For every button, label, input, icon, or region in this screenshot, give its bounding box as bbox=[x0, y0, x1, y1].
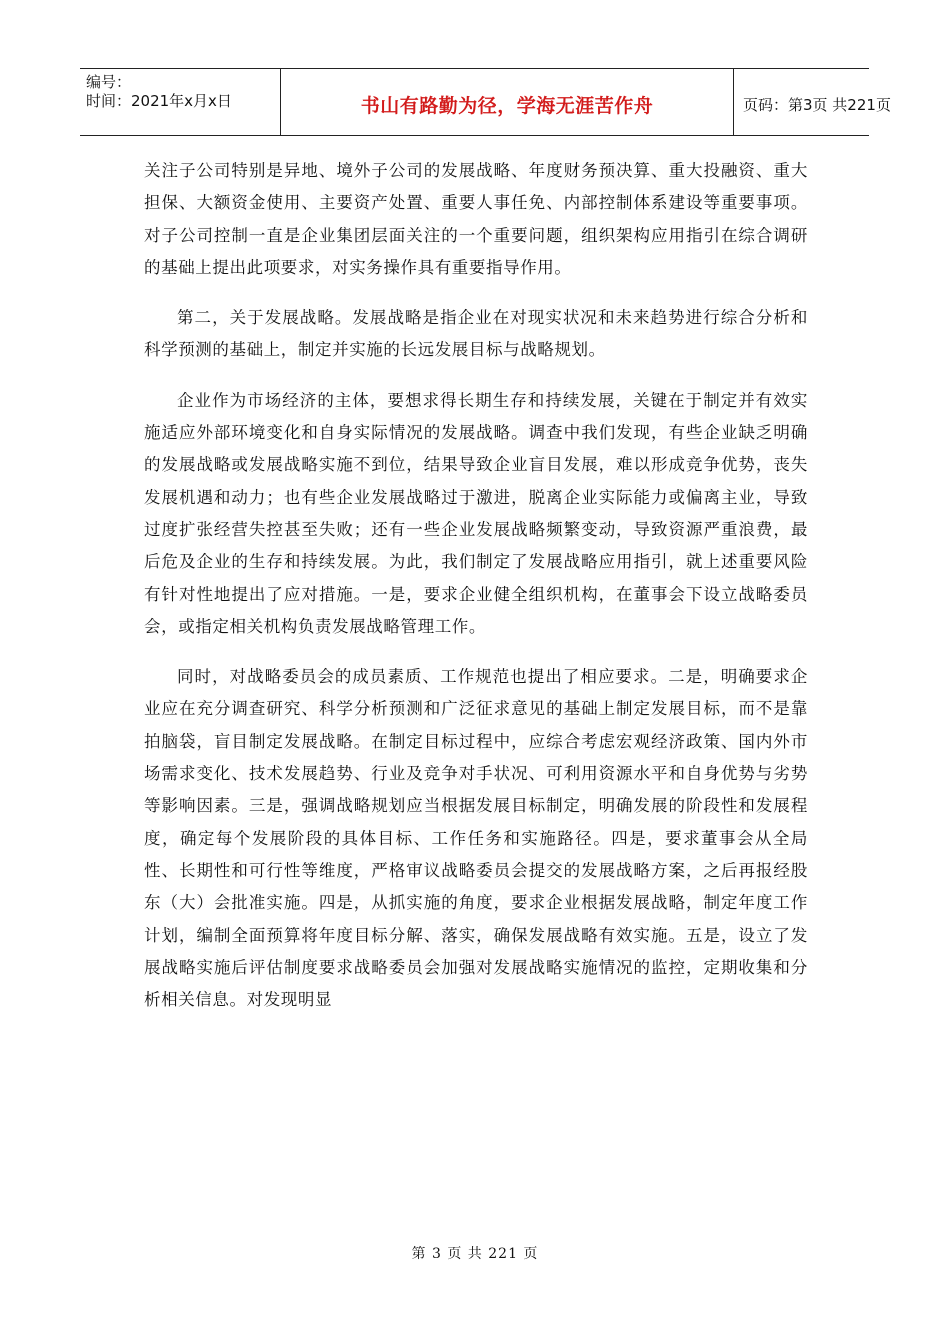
document-body bbox=[144, 155, 808, 1034]
header-meta bbox=[80, 69, 281, 135]
document-number-label: 编号： bbox=[86, 73, 132, 91]
page-header bbox=[80, 68, 891, 136]
header-motto: 书山有路勤为径，学海无涯苦作舟 bbox=[360, 94, 654, 117]
page-footer: 第 3 页 共 221 页 bbox=[411, 1246, 539, 1262]
header-motto-cell bbox=[281, 69, 734, 135]
document-date: 时间：2021年x月x日 bbox=[86, 92, 232, 110]
paragraph-2: 第二，关于发展战略。发展战略是指企业在对现实状况和未来趋势进行综合分析和科学预测的基础上，制定并实施的长远发展目标与战略规划。 bbox=[144, 308, 808, 360]
paragraph-3: 企业作为市场经济的主体，要想求得长期生存和持续发展，关键在于制定并有效实施适应外部环境变化和自身实际情况的发展战略。调查中我们发现，有些企业缺乏明确的发展战略或发展战略实施不到位，结果导致企业盲目发展，难以形成竞争优势，丧失发展机遇和动力；也有些企业发展战略过于激进，脱离企业实际能力或偏离主业，导致过度扩张经营失控甚至失败；还有一些企业发展战略频繁变动，导致资源严重浪费，最后危及企业的生存和持续发展。为此，我们制定了发展战略应用指引，就上述重要风险有针对性地提出了应对措施。一是，要求企业健全组织机构，在董事会下设立战略委员会，或指定相关机构负责发展战略管理工作。 bbox=[144, 390, 808, 636]
paragraph-1: 关注子公司特别是异地、境外子公司的发展战略、年度财务预决算、重大投融资、重大担保、大额资金使用、主要资产处置、重要人事任免、内部控制体系建设等重要事项。对子公司控制一直是企业集团层面关注的一个重要问题，组织架构应用指引在综合调研的基础上提出此项要求，对实务操作具有重要指导作用。 bbox=[144, 161, 808, 277]
header-page-info: 页码：第3页 共221页 bbox=[743, 95, 891, 114]
paragraph-4: 同时，对战略委员会的成员素质、工作规范也提出了相应要求。二是，明确要求企业应在充分调查研究、科学分析预测和广泛征求意见的基础上制定发展目标，而不是靠拍脑袋，盲目制定发展战略。在制定目标过程中，应综合考虑宏观经济政策、国内外市场需求变化、技术发展趋势、行业及竞争对手状况、可利用资源水平和自身优势与劣势等影响因素。三是，强调战略规划应当根据发展目标制定，明确发展的阶段性和发展程度，确定每个发展阶段的具体目标、工作任务和实施路径。四是，要求董事会从全局性、长期性和可行性等维度，严格审议战略委员会提交的发展战略方案，之后再报经股东（大）会批准实施。四是，从抓实施的角度，要求企业根据发展战略，制定年度工作计划，编制全面预算将年度目标分解、落实，确保发展战略有效实施。五是，设立了发展战略实施后评估制度要求战略委员会加强对发展战略实施情况的监控，定期收集和分析相关信息。对发现明显 bbox=[144, 667, 808, 1010]
